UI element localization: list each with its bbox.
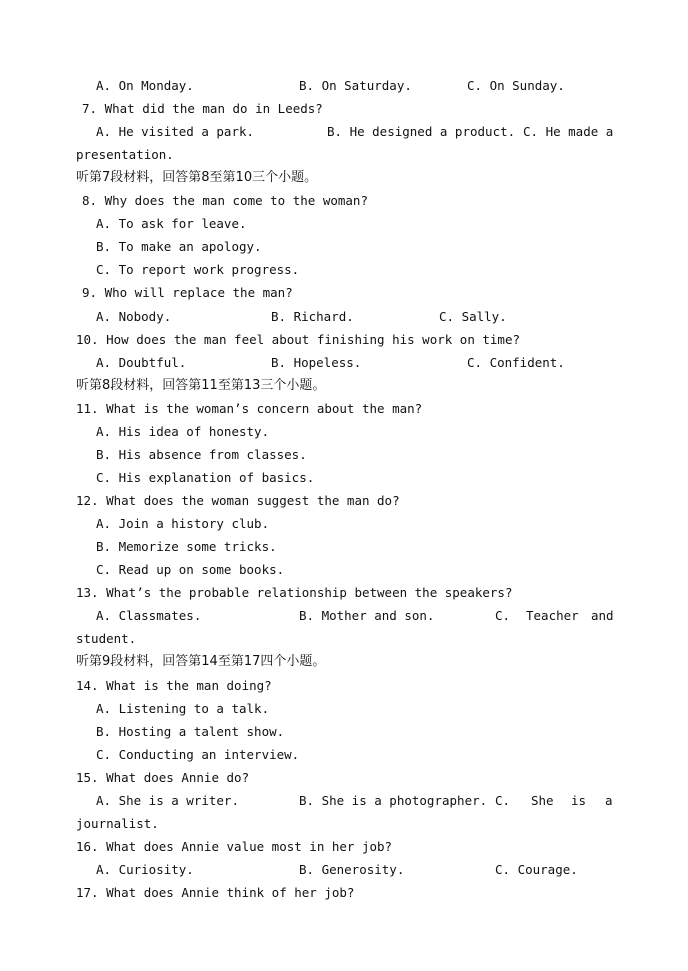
q13-option-a: A. Classmates. <box>96 608 202 623</box>
q11-option-c: C. His explanation of basics. <box>96 470 315 485</box>
q9-question: 9. Who will replace the man? <box>82 285 293 300</box>
q8-question: 8. Why does the man come to the woman? <box>82 193 368 208</box>
q6-option-c: C. On Sunday. <box>467 78 565 93</box>
q13-option-b: B. Mother and son. <box>299 608 435 623</box>
q16-option-c: C. Courage. <box>495 862 578 877</box>
q7-option-b: B. He designed a product. <box>327 124 516 139</box>
section-8-heading: 听第8段材料，回答第11至第13三个小题。 <box>76 378 326 393</box>
q10-question: 10. How does the man feel about finishing his work on time? <box>76 332 521 347</box>
q15-option-b: B. She is a photographer. <box>299 793 488 808</box>
q11-question: 11. What is the woman’s concern about the man? <box>76 401 423 416</box>
q12-option-c: C. Read up on some books. <box>96 562 285 577</box>
q14-option-b: B. Hosting a talent show. <box>96 724 285 739</box>
q15-option-c-word-2: is <box>571 793 587 808</box>
q16-question: 16. What does Annie value most in her job? <box>76 839 393 854</box>
q7-option-c: C. He made a <box>523 124 614 139</box>
q11-option-a: A. His idea of honesty. <box>96 424 270 439</box>
q14-option-c: C. Conducting an interview. <box>96 747 300 762</box>
q11-option-b: B. His absence from classes. <box>96 447 307 462</box>
q15-option-a: A. She is a writer. <box>96 793 239 808</box>
q8-option-a: A. To ask for leave. <box>96 216 247 231</box>
q15-option-c-letter: C. <box>495 793 511 808</box>
q16-option-b: B. Generosity. <box>299 862 405 877</box>
q13-option-c-letter: C. <box>495 608 511 623</box>
q9-option-a: A. Nobody. <box>96 309 172 324</box>
q14-option-a: A. Listening to a talk. <box>96 701 270 716</box>
q13-option-c-continuation: student. <box>76 631 137 646</box>
q15-option-c-word-1: She <box>531 793 554 808</box>
q12-option-b: B. Memorize some tricks. <box>96 539 277 554</box>
q6-option-a: A. On Monday. <box>96 78 194 93</box>
q17-question: 17. What does Annie think of her job? <box>76 885 355 900</box>
q14-question: 14. What is the man doing? <box>76 678 272 693</box>
q9-option-c: C. Sally. <box>439 309 507 324</box>
q10-option-a: A. Doubtful. <box>96 355 187 370</box>
q13-option-c-word-1: Teacher <box>526 608 579 623</box>
q12-question: 12. What does the woman suggest the man do? <box>76 493 400 508</box>
q10-option-c: C. Confident. <box>467 355 565 370</box>
q8-option-b: B. To make an apology. <box>96 239 262 254</box>
section-9-heading: 听第9段材料，回答第14至第17四个小题。 <box>76 654 326 669</box>
q9-option-b: B. Richard. <box>271 309 354 324</box>
q15-option-c-word-3: a <box>605 793 613 808</box>
q8-option-c: C. To report work progress. <box>96 262 300 277</box>
section-7-heading: 听第7段材料，回答第8至第10三个小题。 <box>76 170 318 185</box>
q12-option-a: A. Join a history club. <box>96 516 270 531</box>
q16-option-a: A. Curiosity. <box>96 862 194 877</box>
q7-question: 7. What did the man do in Leeds? <box>82 101 323 116</box>
q6-option-b: B. On Saturday. <box>299 78 412 93</box>
q13-option-c-word-2: and <box>591 608 614 623</box>
q15-question: 15. What does Annie do? <box>76 770 250 785</box>
q7-option-c-continuation: presentation. <box>76 147 174 162</box>
q7-option-a: A. He visited a park. <box>96 124 255 139</box>
q13-question: 13. What’s the probable relationship between the speakers? <box>76 585 513 600</box>
q10-option-b: B. Hopeless. <box>271 355 362 370</box>
q15-option-c-continuation: journalist. <box>76 816 159 831</box>
